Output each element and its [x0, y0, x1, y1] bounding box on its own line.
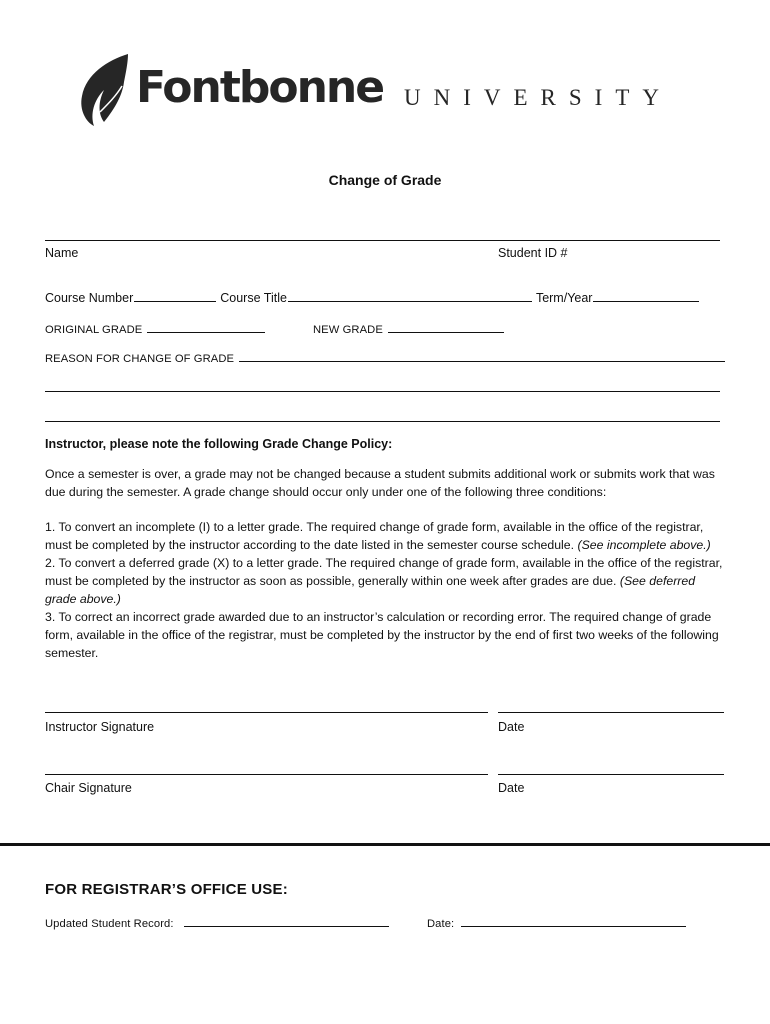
policy-conditions	[45, 518, 725, 662]
term-year-label: Term/Year	[535, 291, 593, 305]
flame-leaf-icon	[78, 52, 134, 130]
policy-item-3: 3. To correct an incorrect grade awarded due to an instructor’s calculation or recording error. The required change of grade form, available in the office of the registrar, must be completed by the instructor by the end of first two weeks of the following semester.	[45, 610, 719, 660]
updated-record-field[interactable]	[184, 914, 389, 927]
original-grade-label: ORIGINAL GRADE	[45, 324, 143, 336]
registrar-date-row	[427, 914, 688, 933]
course-row	[45, 289, 701, 307]
registrar-date-field[interactable]	[461, 914, 686, 927]
new-grade-label: NEW GRADE	[313, 324, 383, 336]
course-number-label: Course Number	[45, 291, 134, 305]
updated-record-row	[45, 914, 391, 933]
policy-intro: Once a semester is over, a grade may not be changed because a student submits additional work or submits work that was due during the semester. A grade change should occur only under one of the following three conditions:	[45, 467, 715, 499]
original-grade-row	[45, 320, 267, 339]
form-title: Change of Grade	[328, 172, 442, 188]
chair-date-line[interactable]	[498, 774, 724, 775]
course-title-field[interactable]	[288, 289, 532, 302]
logo-university-text: UNIVERSITY	[404, 85, 672, 110]
reason-field[interactable]	[239, 349, 725, 362]
instructor-date-label: Date	[498, 720, 525, 734]
chair-date-label: Date	[498, 781, 525, 795]
name-label: Name	[45, 246, 79, 260]
chair-signature-label: Chair Signature	[45, 781, 132, 795]
updated-record-label: Updated Student Record:	[45, 918, 174, 930]
policy-item-1: 1. To convert an incomplete (I) to a letter grade. The required change of grade form, available in the office of the registrar, must be completed by the instructor according to the date listed in the semester course schedule. (See incomplete above.)	[45, 520, 711, 552]
reason-label: REASON FOR CHANGE OF GRADE	[45, 353, 235, 365]
course-title-label: Course Title	[220, 291, 287, 305]
university-logo	[78, 52, 698, 132]
new-grade-field[interactable]	[388, 320, 504, 333]
logo-wordmark: Fontbonne	[136, 62, 384, 113]
instructor-date-line[interactable]	[498, 712, 724, 713]
policy-item-2: 2. To convert a deferred grade (X) to a letter grade. The required change of grade form, available in the office of the registrar, must be completed by the instructor as soon as possible, generally within one week after grades are due. (See deferred grade above.)	[45, 556, 723, 606]
instructor-signature-label: Instructor Signature	[45, 720, 155, 734]
term-year-field[interactable]	[593, 289, 699, 302]
reason-line-3[interactable]	[45, 421, 720, 422]
new-grade-row	[313, 320, 506, 339]
section-divider	[0, 843, 770, 846]
reason-row	[45, 349, 727, 368]
policy-heading: Instructor, please note the following Grade Change Policy:	[45, 437, 393, 451]
reason-line-2[interactable]	[45, 391, 720, 392]
student-id-label: Student ID #	[498, 246, 568, 260]
registrar-date-label: Date:	[427, 918, 455, 930]
chair-signature-line[interactable]	[45, 774, 488, 775]
original-grade-field[interactable]	[147, 320, 265, 333]
course-number-field[interactable]	[134, 289, 216, 302]
registrar-heading: FOR REGISTRAR’S OFFICE USE:	[45, 881, 288, 898]
instructor-signature-line[interactable]	[45, 712, 488, 713]
name-line[interactable]	[45, 240, 720, 241]
